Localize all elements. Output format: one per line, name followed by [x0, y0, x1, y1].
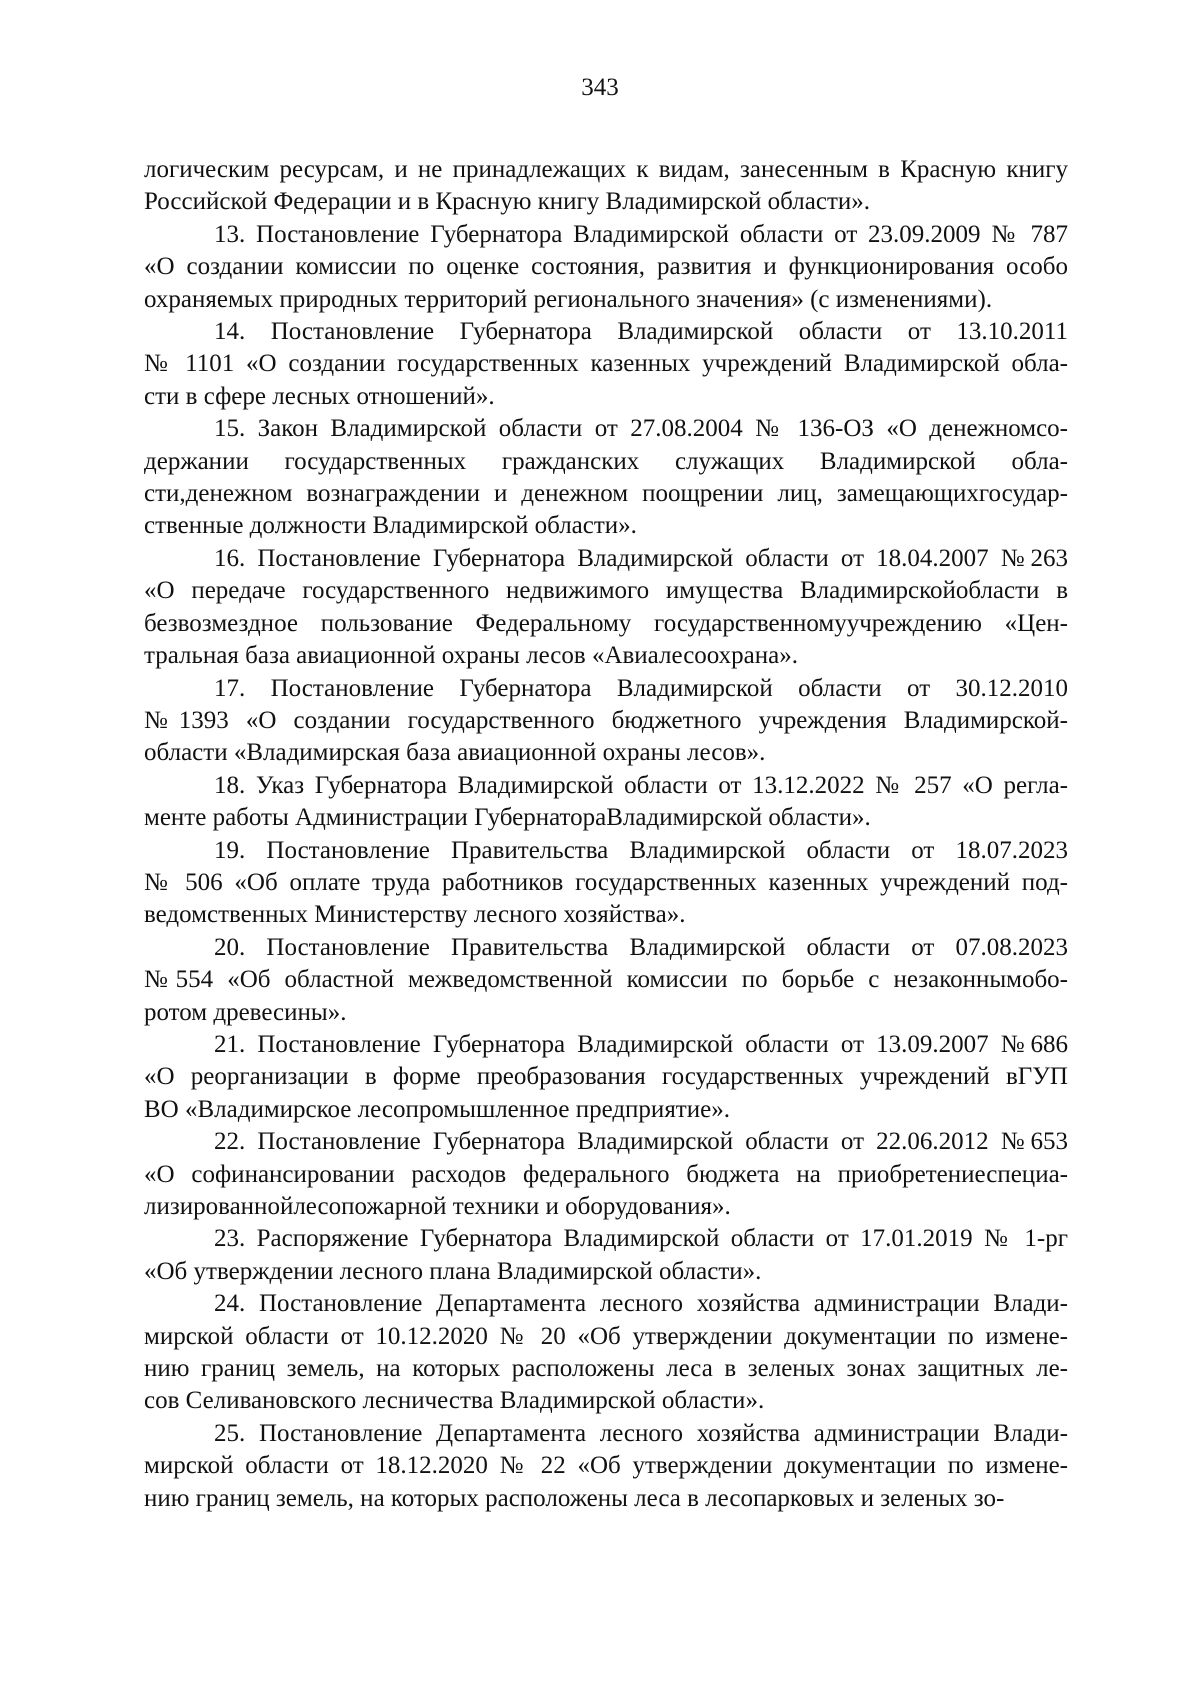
text-line: Российской Федерации и в Красную книгу Владимирской области». — [144, 188, 871, 216]
document-body — [144, 154, 1068, 1515]
text-line: 22. Постановление Губернатора Владимирской области от 22.06.2012 №653 — [214, 1128, 1068, 1156]
paragraph — [144, 932, 1068, 1029]
text-line: менте работы Администрации ГубернатораВладимирской области». — [144, 804, 871, 832]
text-line: ведомственных Министерству лесного хозяйства». — [144, 901, 686, 929]
text-line: 24. Постановление Департамента лесного хозяйства администрации Влади- — [214, 1290, 1068, 1318]
text-line: безвозмездное пользование Федеральному государственномуучреждению «Цен- — [144, 609, 1068, 637]
text-line: логическим ресурсам, и не принадлежащих к видам, занесенным в Красную книгу — [144, 156, 1068, 183]
text-line: «О софинансировании расходов федерального бюджета на приобретениеспециа- — [144, 1160, 1068, 1188]
text-line: «О передаче государственного недвижимого имущества Владимирскойобласти в — [144, 577, 1068, 605]
text-line: №1393 «О создании государственного бюджетного учреждения Владимирской- — [144, 706, 1068, 734]
paragraph — [144, 673, 1068, 770]
text-line: сти в сфере лесных отношений». — [144, 382, 495, 410]
text-line: держании государственных гражданских служащих Владимирской обла- — [144, 447, 1068, 475]
text-line: нию границ земель, на которых расположены леса в лесопарковых и зеленых зо- — [144, 1484, 1005, 1512]
paragraph — [144, 1288, 1068, 1418]
text-line: 17. Постановление Губернатора Владимирской области от 30.12.2010 — [214, 674, 1068, 702]
text-line: ственные должности Владимирской области». — [144, 512, 637, 540]
text-line: «О реорганизации в форме преобразования государственных учреждений вГУП — [144, 1063, 1068, 1091]
text-line: 21. Постановление Губернатора Владимирской области от 13.09.2007 №686 — [214, 1030, 1068, 1058]
text-line: 23. Распоряжение Губернатора Владимирской области от 17.01.2019 № 1-рг — [214, 1225, 1068, 1253]
paragraph — [144, 1223, 1068, 1288]
text-line: 14. Постановление Губернатора Владимирской области от 13.10.2011 — [214, 318, 1068, 346]
text-line: мирской области от 10.12.2020 № 20 «Об утверждении документации по измене- — [144, 1322, 1068, 1350]
paragraph — [144, 1126, 1068, 1223]
paragraph — [144, 1029, 1068, 1126]
text-line: нию границ земель, на которых расположены леса в зеленых зонах защитных ле- — [144, 1355, 1068, 1383]
text-line: «Об утверждении лесного плана Владимирской области». — [144, 1257, 762, 1285]
paragraph — [144, 770, 1068, 835]
paragraph — [144, 543, 1068, 673]
text-line: 13. Постановление Губернатора Владимирской области от 23.09.2009 № 787 — [214, 220, 1068, 248]
text-line: 18. Указ Губернатора Владимирской области от 13.12.2022 № 257 «О регла- — [214, 771, 1068, 799]
paragraph — [144, 154, 1068, 219]
text-line: мирской области от 18.12.2020 № 22 «Об утверждении документации по измене- — [144, 1452, 1068, 1480]
paragraph — [144, 1418, 1068, 1515]
text-line: 19. Постановление Правительства Владимирской области от 18.07.2023 — [214, 836, 1068, 864]
text-line: 16. Постановление Губернатора Владимирской области от 18.04.2007 №263 — [214, 544, 1068, 572]
paragraph — [144, 316, 1068, 413]
text-line: ВО «Владимирское лесопромышленное предприятие». — [144, 1095, 730, 1123]
text-line: № 1101 «О создании государственных казенных учреждений Владимирской обла- — [144, 350, 1068, 378]
paragraph — [144, 413, 1068, 543]
text-line: сти,денежном вознаграждении и денежном поощрении лиц, замещающихгосудар- — [144, 480, 1068, 508]
text-line: области «Владимирская база авиационной охраны лесов». — [144, 739, 766, 767]
text-line: №554 «Об областной межведомственной комиссии по борьбе с незаконнымобо- — [144, 966, 1068, 994]
page-number: 343 — [581, 74, 619, 101]
text-line: лизированнойлесопожарной техники и оборудования». — [144, 1193, 731, 1220]
text-line: № 506 «Об оплате труда работников государственных казенных учреждений под- — [144, 868, 1068, 896]
paragraph — [144, 219, 1068, 316]
paragraph — [144, 835, 1068, 932]
text-line: тральная база авиационной охраны лесов «Авиалесоохрана». — [144, 642, 798, 670]
text-line: 15. Закон Владимирской области от 27.08.2004 № 136-ОЗ «О денежномсо- — [214, 415, 1068, 443]
text-line: 20. Постановление Правительства Владимирской области от 07.08.2023 — [214, 933, 1068, 961]
text-line: сов Селивановского лесничества Владимирской области». — [144, 1387, 765, 1415]
text-line: 25. Постановление Департамента лесного хозяйства администрации Влади- — [214, 1419, 1068, 1447]
text-line: охраняемых природных территорий регионального значения» (с изменениями). — [144, 285, 993, 313]
text-line: «О создании комиссии по оценке состояния, развития и функционирования особо — [144, 253, 1068, 281]
text-line: ротом древесины». — [144, 998, 347, 1026]
